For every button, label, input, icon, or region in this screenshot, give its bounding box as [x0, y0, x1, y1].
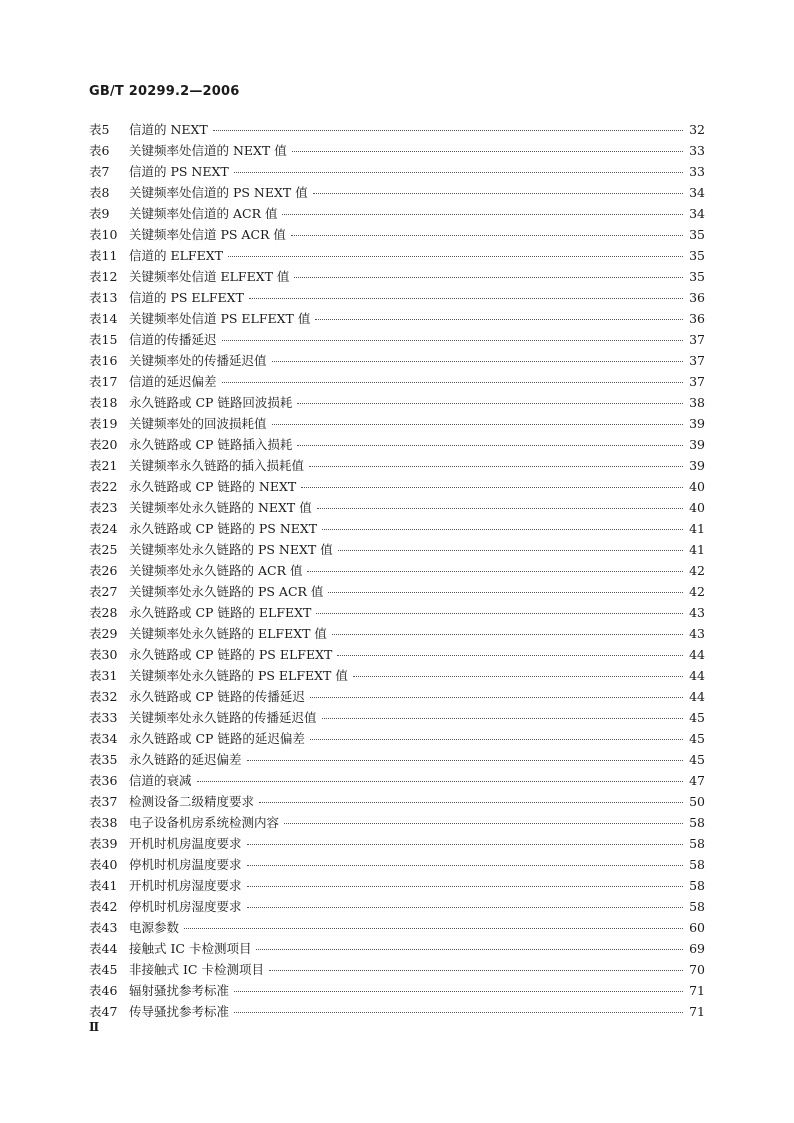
dot-leader [301, 487, 683, 488]
toc-entry-title: 永久链路或 CP 链路的 ELFEXT [129, 605, 312, 620]
toc-entry-number: 表46 [89, 983, 118, 998]
dot-leader [249, 298, 683, 299]
toc-entry[interactable] [89, 833, 705, 854]
toc-entry-number: 表13 [89, 290, 118, 305]
dot-leader [234, 991, 683, 992]
dot-leader [332, 634, 683, 635]
dot-leader [310, 739, 683, 740]
dot-leader [292, 151, 683, 152]
toc-entry-number: 表16 [89, 353, 118, 368]
toc-entry[interactable] [89, 455, 705, 476]
dot-leader [222, 382, 683, 383]
toc-entry-title: 非接触式 IC 卡检测项目 [129, 962, 264, 977]
toc-entry-page: 33 [689, 143, 705, 158]
toc-entry-number: 表24 [89, 521, 118, 536]
dot-leader [272, 361, 683, 362]
toc-entry-page: 39 [689, 458, 705, 473]
toc-entry-number: 表35 [89, 752, 118, 767]
toc-entry-number: 表23 [89, 500, 118, 515]
toc-entry-page: 37 [689, 353, 705, 368]
toc-entry-title: 关键频率处永久链路的 PS ELFEXT 值 [129, 668, 348, 683]
toc-entry-page: 42 [689, 563, 705, 578]
dot-leader [247, 844, 683, 845]
toc-entry-title: 信道的衰减 [129, 773, 192, 788]
toc-entry-title: 信道的 NEXT [129, 122, 208, 137]
dot-leader [353, 676, 683, 677]
toc-entry-page: 58 [689, 857, 705, 872]
dot-leader [322, 718, 683, 719]
toc-entry-number: 表45 [89, 962, 118, 977]
toc-entry-number: 表19 [89, 416, 118, 431]
toc-entry-page: 69 [689, 941, 705, 956]
toc-entry-title: 永久链路或 CP 链路的 NEXT [129, 479, 297, 494]
toc-entry-title: 开机时机房温度要求 [129, 836, 242, 851]
toc-entry[interactable] [89, 749, 705, 770]
dot-leader [247, 865, 683, 866]
toc-entry-title: 关键频率处信道的 PS NEXT 值 [129, 185, 308, 200]
toc-entry-page: 35 [689, 269, 705, 284]
dot-leader [313, 193, 683, 194]
toc-entry-title: 信道的 PS ELFEXT [129, 290, 244, 305]
toc-entry-title: 关键频率处信道 ELFEXT 值 [129, 269, 290, 284]
dot-leader [337, 655, 683, 656]
toc-entry[interactable] [89, 182, 705, 203]
toc-entry-number: 表22 [89, 479, 118, 494]
toc-entry-page: 43 [689, 626, 705, 641]
toc-entry-page: 60 [689, 920, 705, 935]
toc-entry-title: 信道的传播延迟 [129, 332, 217, 347]
toc-entry[interactable] [89, 392, 705, 413]
toc-entry-number: 表9 [89, 206, 110, 221]
toc-entry-page: 35 [689, 227, 705, 242]
toc-entry[interactable] [89, 791, 705, 812]
toc-entry-page: 40 [689, 479, 705, 494]
toc-entry[interactable] [89, 539, 705, 560]
document-header-id: GB/T 20299.2—2006 [89, 84, 240, 99]
dot-leader [247, 886, 683, 887]
toc-entry-title: 永久链路或 CP 链路回波损耗 [129, 395, 293, 410]
toc-entry[interactable] [89, 434, 705, 455]
dot-leader [338, 550, 683, 551]
toc-entry-number: 表10 [89, 227, 118, 242]
toc-entry-title: 传导骚扰参考标准 [129, 1004, 230, 1019]
toc-entry[interactable] [89, 917, 705, 938]
toc-entry-title: 关键频率处永久链路的 NEXT 值 [129, 500, 312, 515]
toc-entry[interactable] [89, 875, 705, 896]
toc-entry[interactable] [89, 581, 705, 602]
toc-entry-page: 71 [689, 1004, 705, 1019]
dot-leader [213, 130, 683, 131]
toc-entry-page: 71 [689, 983, 705, 998]
toc-entry-title: 开机时机房湿度要求 [129, 878, 242, 893]
toc-entry-page: 34 [689, 185, 705, 200]
dot-leader [247, 760, 683, 761]
toc-entry-number: 表32 [89, 689, 118, 704]
toc-entry-title: 信道的 PS NEXT [129, 164, 229, 179]
toc-entry[interactable] [89, 497, 705, 518]
toc-entry-title: 关键频率处永久链路的 ELFEXT 值 [129, 626, 327, 641]
dot-leader [317, 508, 683, 509]
toc-entry-number: 表28 [89, 605, 118, 620]
toc-entry-number: 表36 [89, 773, 118, 788]
toc-entry-number: 表15 [89, 332, 118, 347]
dot-leader [197, 781, 683, 782]
toc-entry[interactable] [89, 329, 705, 350]
toc-entry-number: 表38 [89, 815, 118, 830]
toc-entry[interactable] [89, 938, 705, 959]
toc-entry[interactable] [89, 854, 705, 875]
toc-entry-number: 表29 [89, 626, 118, 641]
dot-leader [282, 214, 683, 215]
toc-entry[interactable] [89, 161, 705, 182]
toc-entry-page: 41 [689, 521, 705, 536]
toc-entry-page: 58 [689, 815, 705, 830]
toc-entry-title: 信道的延迟偏差 [129, 374, 217, 389]
toc-entry[interactable] [89, 476, 705, 497]
toc-entry-number: 表31 [89, 668, 118, 683]
toc-entry-title: 接触式 IC 卡检测项目 [129, 941, 252, 956]
toc-entry-page: 33 [689, 164, 705, 179]
toc-entry[interactable] [89, 266, 705, 287]
toc-entry-page: 45 [689, 710, 705, 725]
toc-entry-page: 36 [689, 290, 705, 305]
toc-entry-page: 58 [689, 836, 705, 851]
dot-leader [272, 424, 683, 425]
toc-entry[interactable] [89, 350, 705, 371]
dot-leader [294, 277, 683, 278]
toc-entry-title: 辐射骚扰参考标准 [129, 983, 230, 998]
toc-entry-title: 永久链路或 CP 链路的 PS ELFEXT [129, 647, 333, 662]
toc-entry-title: 电子设备机房系统检测内容 [129, 815, 280, 830]
toc-entry-title: 关键频率处永久链路的 ACR 值 [129, 563, 303, 578]
toc-entry-number: 表37 [89, 794, 118, 809]
dot-leader [259, 802, 683, 803]
toc-entry-title: 永久链路或 CP 链路插入损耗 [129, 437, 293, 452]
toc-entry-page: 39 [689, 437, 705, 452]
dot-leader [315, 319, 683, 320]
dot-leader [269, 970, 683, 971]
toc-entry-number: 表14 [89, 311, 118, 326]
toc-entry-page: 42 [689, 584, 705, 599]
toc-entry-number: 表8 [89, 185, 110, 200]
toc-entry-title: 关键频率处信道的 NEXT 值 [129, 143, 287, 158]
toc-entry-page: 37 [689, 332, 705, 347]
toc-entry-page: 44 [689, 668, 705, 683]
toc-entry-number: 表33 [89, 710, 118, 725]
toc-entry-page: 43 [689, 605, 705, 620]
toc-entry[interactable] [89, 518, 705, 539]
toc-entry-page: 45 [689, 752, 705, 767]
toc-entry-page: 58 [689, 899, 705, 914]
toc-entry-page: 47 [689, 773, 705, 788]
dot-leader [234, 172, 683, 173]
dot-leader [316, 613, 683, 614]
toc-entry[interactable] [89, 371, 705, 392]
toc-entry[interactable] [89, 287, 705, 308]
toc-entry-title: 关键频率处永久链路的传播延迟值 [129, 710, 317, 725]
dot-leader [228, 256, 683, 257]
toc-entry-page: 38 [689, 395, 705, 410]
toc-entry-number: 表17 [89, 374, 118, 389]
toc-entry[interactable] [89, 560, 705, 581]
dot-leader [297, 403, 683, 404]
toc-entry-page: 41 [689, 542, 705, 557]
toc-entry-title: 永久链路或 CP 链路的延迟偏差 [129, 731, 305, 746]
dot-leader [328, 592, 683, 593]
toc-entry[interactable] [89, 644, 705, 665]
toc-entry-number: 表26 [89, 563, 118, 578]
dot-leader [234, 1012, 683, 1013]
toc-entry-number: 表42 [89, 899, 118, 914]
toc-entry-title: 电源参数 [129, 920, 180, 935]
toc-entry-title: 关键频率永久链路的插入损耗值 [129, 458, 305, 473]
dot-leader [284, 823, 683, 824]
toc-entry-number: 表11 [89, 248, 118, 263]
toc-entry[interactable] [89, 959, 705, 980]
toc-entry-number: 表7 [89, 164, 110, 179]
toc-entry-page: 44 [689, 647, 705, 662]
toc-entry-title: 关键频率处的传播延迟值 [129, 353, 267, 368]
dot-leader [310, 697, 683, 698]
toc-entry[interactable] [89, 413, 705, 434]
toc-entry-number: 表21 [89, 458, 118, 473]
toc-entry-page: 34 [689, 206, 705, 221]
toc-entry-number: 表27 [89, 584, 118, 599]
toc-entry-number: 表44 [89, 941, 118, 956]
toc-entry[interactable] [89, 602, 705, 623]
toc-entry[interactable] [89, 728, 705, 749]
toc-entry-number: 表39 [89, 836, 118, 851]
toc-entry[interactable] [89, 245, 705, 266]
dot-leader [297, 445, 683, 446]
toc-entry-number: 表6 [89, 143, 110, 158]
toc-entry-page: 39 [689, 416, 705, 431]
toc-entry-page: 36 [689, 311, 705, 326]
toc-entry[interactable] [89, 686, 705, 707]
toc-entry-number: 表20 [89, 437, 118, 452]
toc-entry[interactable] [89, 812, 705, 833]
toc-entry-title: 关键频率处信道的 ACR 值 [129, 206, 278, 221]
dot-leader [184, 928, 683, 929]
toc-entry[interactable] [89, 896, 705, 917]
toc-entry-title: 永久链路的延迟偏差 [129, 752, 242, 767]
toc-entry-title: 关键频率处信道 PS ELFEXT 值 [129, 311, 311, 326]
toc-entry[interactable] [89, 119, 705, 140]
toc-entry-number: 表41 [89, 878, 118, 893]
toc-entry[interactable] [89, 665, 705, 686]
toc-entry-number: 表25 [89, 542, 118, 557]
toc-entry-title: 检测设备二级精度要求 [129, 794, 255, 809]
toc-entry[interactable] [89, 308, 705, 329]
toc-entry-page: 40 [689, 500, 705, 515]
toc-entry-page: 37 [689, 374, 705, 389]
toc-entry-title: 关键频率处永久链路的 PS NEXT 值 [129, 542, 333, 557]
dot-leader [256, 949, 683, 950]
toc-entry-number: 表34 [89, 731, 118, 746]
dot-leader [247, 907, 683, 908]
page-number-roman: Ⅱ [89, 1020, 100, 1034]
toc-entry-number: 表18 [89, 395, 118, 410]
toc-entry-title: 停机时机房湿度要求 [129, 899, 242, 914]
toc-entry[interactable] [89, 140, 705, 161]
toc-entry[interactable] [89, 980, 705, 1001]
dot-leader [222, 340, 683, 341]
dot-leader [309, 466, 683, 467]
toc-entry-page: 50 [689, 794, 705, 809]
toc-entry-page: 58 [689, 878, 705, 893]
toc-entry[interactable] [89, 203, 705, 224]
toc-entry-page: 44 [689, 689, 705, 704]
toc-entry-number: 表40 [89, 857, 118, 872]
dot-leader [307, 571, 683, 572]
table-of-contents [89, 119, 705, 1022]
toc-entry-page: 35 [689, 248, 705, 263]
toc-entry-number: 表12 [89, 269, 118, 284]
toc-entry-page: 45 [689, 731, 705, 746]
toc-entry-number: 表5 [89, 122, 110, 137]
toc-entry-title: 永久链路或 CP 链路的传播延迟 [129, 689, 305, 704]
toc-entry[interactable] [89, 623, 705, 644]
dot-leader [291, 235, 683, 236]
toc-entry-page: 70 [689, 962, 705, 977]
toc-entry[interactable] [89, 1001, 705, 1022]
dot-leader [322, 529, 683, 530]
toc-entry-title: 停机时机房温度要求 [129, 857, 242, 872]
toc-entry-title: 关键频率处永久链路的 PS ACR 值 [129, 584, 324, 599]
toc-entry-number: 表47 [89, 1004, 118, 1019]
toc-entry-title: 永久链路或 CP 链路的 PS NEXT [129, 521, 318, 536]
toc-entry-number: 表43 [89, 920, 118, 935]
toc-entry[interactable] [89, 770, 705, 791]
toc-entry-page: 32 [689, 122, 705, 137]
toc-entry[interactable] [89, 707, 705, 728]
toc-entry[interactable] [89, 224, 705, 245]
toc-entry-title: 信道的 ELFEXT [129, 248, 223, 263]
toc-entry-title: 关键频率处信道 PS ACR 值 [129, 227, 286, 242]
toc-entry-title: 关键频率处的回波损耗值 [129, 416, 267, 431]
toc-entry-number: 表30 [89, 647, 118, 662]
